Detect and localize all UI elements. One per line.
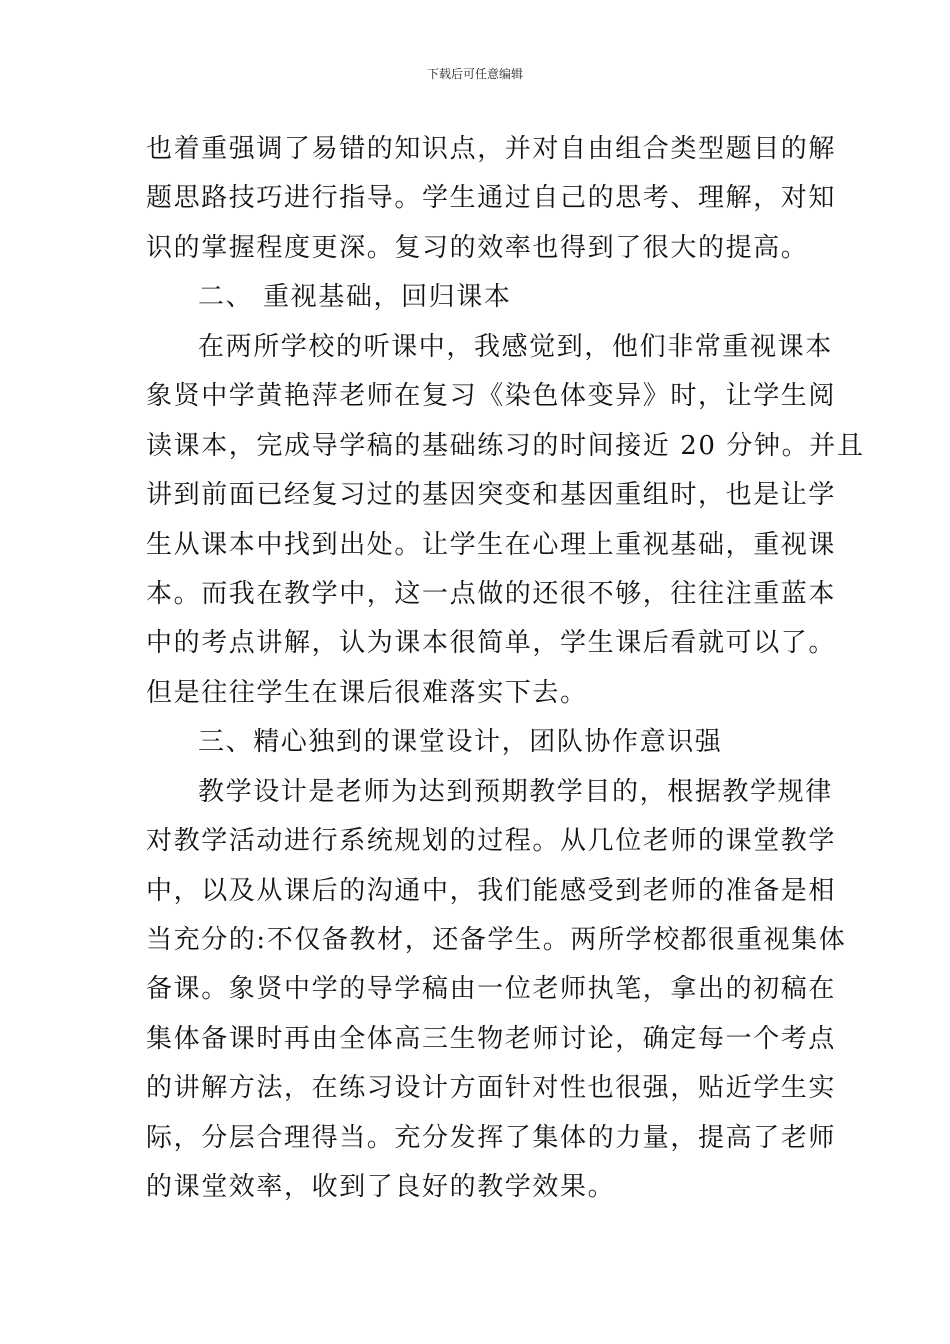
body-line: 也着重强调了易错的知识点，并对自由组合类型题目的解 [146,134,837,164]
body-line: 象贤中学黄艳萍老师在复习《染色体变异》时，让学生阅 [146,381,837,412]
body-line: 中的考点讲解，认为课本很简单，学生课后看就可以了。 [146,628,837,659]
body-line: 在两所学校的听课中，我感觉到，他们非常重视课本 [198,331,833,362]
body-line: 识的掌握程度更深。复习的效率也得到了很大的提高。 [146,232,809,263]
body-line: 题思路技巧进行指导。学生通过自己的思考、理解，对知 [146,183,837,214]
body-line: 中，以及从课后的沟通中，我们能感受到老师的准备是相 [146,875,837,906]
body-line: 当充分的:不仅备教材，还备学生。两所学校都很重视集体 [146,925,847,955]
section-heading-2: 二、 重视基础，回归课本 [198,282,512,313]
body-line: 对教学活动进行系统规划的过程。从几位老师的课堂教学 [146,826,837,857]
body-line: 生从课本中找到出处。让学生在心理上重视基础，重视课 [146,529,837,560]
document-body [146,125,865,1213]
section-heading-3: 三、精心独到的课堂设计，团队协作意识强 [198,727,723,758]
body-line: 读课本，完成导学稿的基础练习的时间接近 20 分钟。并且 [146,430,865,461]
body-line: 备课。象贤中学的导学稿由一位老师执笔，拿出的初稿在 [146,974,837,1005]
body-line: 讲到前面已经复习过的基因突变和基因重组时，也是让学 [146,480,837,511]
body-line: 教学设计是老师为达到预期教学目的，根据教学规律 [198,776,833,807]
body-line: 的讲解方法，在练习设计方面针对性也很强，贴近学生实 [146,1073,837,1104]
body-line: 本。而我在教学中，这一点做的还很不够，往往注重蓝本 [146,578,837,609]
body-line: 但是往往学生在课后很难落实下去。 [146,677,588,708]
page-header: 下载后可任意编辑 [426,67,523,81]
body-line: 际，分层合理得当。充分发挥了集体的力量，提高了老师 [146,1122,837,1153]
body-line: 集体备课时再由全体高三生物老师讨论，确定每一个考点 [146,1023,837,1054]
body-line: 的课堂效率，收到了良好的教学效果。 [146,1172,616,1203]
